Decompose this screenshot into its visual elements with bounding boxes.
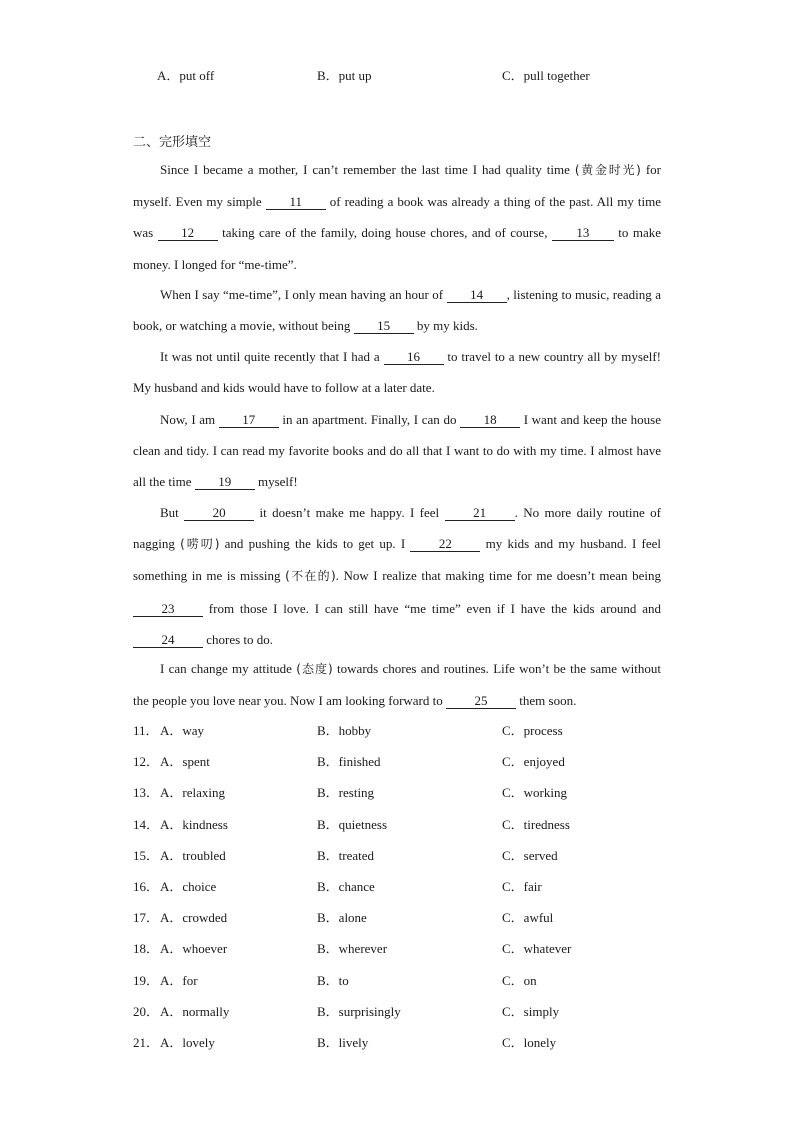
option-b: B．chance <box>317 879 375 894</box>
passage-text: towards chores and routines. Life won’t be the same without the people you love near you. Now I am looking forward to <box>133 661 661 709</box>
question-row <box>133 877 673 897</box>
question-row <box>133 971 673 991</box>
passage-text: It was not until quite recently that I had a <box>160 349 384 364</box>
answer-blank: 19 <box>195 474 255 490</box>
passage-text: chores to do. <box>203 631 274 647</box>
question-number: 21． <box>133 1035 160 1050</box>
question-number: 13． <box>133 785 160 801</box>
answer-blank: 11 <box>266 194 326 210</box>
option-c: C．awful <box>502 910 554 926</box>
question-number: 15． <box>133 847 160 863</box>
passage-paragraph <box>133 154 661 280</box>
question-number: 12． <box>133 754 160 770</box>
option-a: 16．A．choice <box>133 877 216 897</box>
answer-blank: 17 <box>219 412 279 428</box>
option-a: 20．A．normally <box>133 1002 229 1022</box>
option-b: B．put up <box>317 68 372 83</box>
passage-text: by my kids. <box>413 318 478 334</box>
option-b: B．resting <box>317 785 375 801</box>
option-b: B．lively <box>317 1035 369 1050</box>
passage-paragraph <box>133 279 661 341</box>
option-b: B．hobby <box>317 723 372 738</box>
option-a: 17．A．crowded <box>133 908 227 928</box>
option-b: B．quietness <box>317 816 388 832</box>
question-row <box>133 908 673 928</box>
passage-text: my kids and my husband. I feel something in me is missing <box>133 536 661 584</box>
passage-text: When I say “me-time”, I only mean having an hour of <box>160 287 447 302</box>
answer-blank: 25 <box>446 693 516 709</box>
option-a: 11．A．way <box>133 721 204 741</box>
option-c: C．simply <box>502 1003 560 1019</box>
answer-blank: 20 <box>184 505 254 521</box>
option-c: C．fair <box>502 879 542 894</box>
question-row <box>133 1002 673 1022</box>
option-a: A．put off <box>157 68 215 83</box>
answer-blank: 21 <box>445 505 515 521</box>
question-row <box>133 939 673 959</box>
option-b: B．finished <box>317 754 381 770</box>
answer-blank: 18 <box>460 412 520 428</box>
question-number: 18． <box>133 941 160 957</box>
passage-text: in an apartment. Finally, I can do <box>278 412 461 427</box>
option-b: B．treated <box>317 847 375 863</box>
question-row <box>133 815 673 835</box>
option-c: C．tiredness <box>502 816 570 832</box>
option-b: B．wherever <box>317 941 388 957</box>
question-row <box>133 721 673 741</box>
option-c: C．served <box>502 847 558 863</box>
passage-text: of reading a book was already a thing of the past. All my time was <box>133 194 662 241</box>
option-a: 21．A．lovely <box>133 1033 215 1053</box>
option-b: B．to <box>317 972 349 988</box>
passage-text: . No more daily routine of nagging <box>133 505 661 552</box>
answer-blank: 14 <box>447 287 507 303</box>
question-row <box>133 783 673 803</box>
previous-question-options <box>133 66 673 86</box>
option-c: C．working <box>502 785 568 801</box>
section-title: 二、完形填空 <box>133 135 212 150</box>
passage-text: I can change my attitude <box>160 661 297 676</box>
passage-text: Since I became a mother, I can’t remember the last time I had quality time <box>160 162 575 177</box>
answer-blank: 16 <box>384 349 444 365</box>
question-row <box>133 846 673 866</box>
answer-blank: 24 <box>133 632 203 648</box>
passage-text: it doesn’t make me happy. I feel <box>254 505 445 520</box>
option-c: C．enjoyed <box>502 754 565 770</box>
gloss: (态度) <box>296 662 333 676</box>
option-b: B．surprisingly <box>317 1003 401 1019</box>
gloss: (唠叨) <box>180 537 220 552</box>
option-a: 15．A．troubled <box>133 846 226 866</box>
option-a: 19．A．for <box>133 971 198 991</box>
option-c: C．whatever <box>502 941 572 957</box>
passage-text: and pushing the kids to get up. I <box>219 536 411 552</box>
option-c: C．pull together <box>502 68 590 83</box>
question-number: 11． <box>133 723 159 738</box>
option-a: 14．A．kindness <box>133 815 228 835</box>
option-c: C．on <box>502 972 537 988</box>
passage-text: . Now I realize that making time for me doesn’t mean being <box>335 568 661 584</box>
passage-text: to make money. I longed for “me-time”. <box>133 225 661 272</box>
question-row <box>133 752 673 772</box>
question-number: 17． <box>133 910 160 926</box>
passage-paragraph <box>133 341 661 403</box>
answer-blank: 15 <box>354 318 414 334</box>
passage-text: to travel to a new country all by myself! My husband and kids would have to follow at a later date. <box>133 349 661 396</box>
passage-text: , listening to music, reading a book, or watching a movie, without being <box>133 287 661 334</box>
question-row <box>133 1033 673 1053</box>
option-a: 18．A．whoever <box>133 939 227 959</box>
passage-text: for myself. Even my simple <box>133 162 661 210</box>
passage-text: from those I love. I can still have “me time” even if I have the kids around and <box>203 600 661 616</box>
answer-blank: 13 <box>552 225 614 241</box>
passage-paragraph <box>133 497 661 655</box>
passage-text: I want and keep the house clean and tidy. I can read my favorite books and do all that I want to do with my time. I almost have all the time <box>133 412 661 490</box>
passage-text: them soon. <box>516 693 577 709</box>
passage-paragraph <box>133 653 661 716</box>
gloss: (黄金时光) <box>574 163 641 177</box>
answer-blank: 23 <box>133 601 203 617</box>
passage-text: myself! <box>254 474 298 490</box>
option-a: 13．A．relaxing <box>133 783 225 803</box>
option-c: C．lonely <box>502 1035 557 1050</box>
question-number: 20． <box>133 1003 160 1019</box>
option-b: B．alone <box>317 910 367 926</box>
question-number: 16． <box>133 879 160 894</box>
passage-text: Now, I am <box>160 412 219 427</box>
question-number: 19． <box>133 972 160 988</box>
passage-text: But <box>160 505 185 520</box>
question-number: 14． <box>133 816 160 832</box>
option-c: C．process <box>502 723 563 738</box>
passage-paragraph <box>133 404 661 498</box>
passage-text: taking care of the family, doing house chores, and of course, <box>217 225 552 241</box>
gloss: (不在的) <box>285 569 336 584</box>
answer-blank: 22 <box>410 536 480 552</box>
option-a: 12．A．spent <box>133 752 210 772</box>
answer-blank: 12 <box>158 225 218 241</box>
